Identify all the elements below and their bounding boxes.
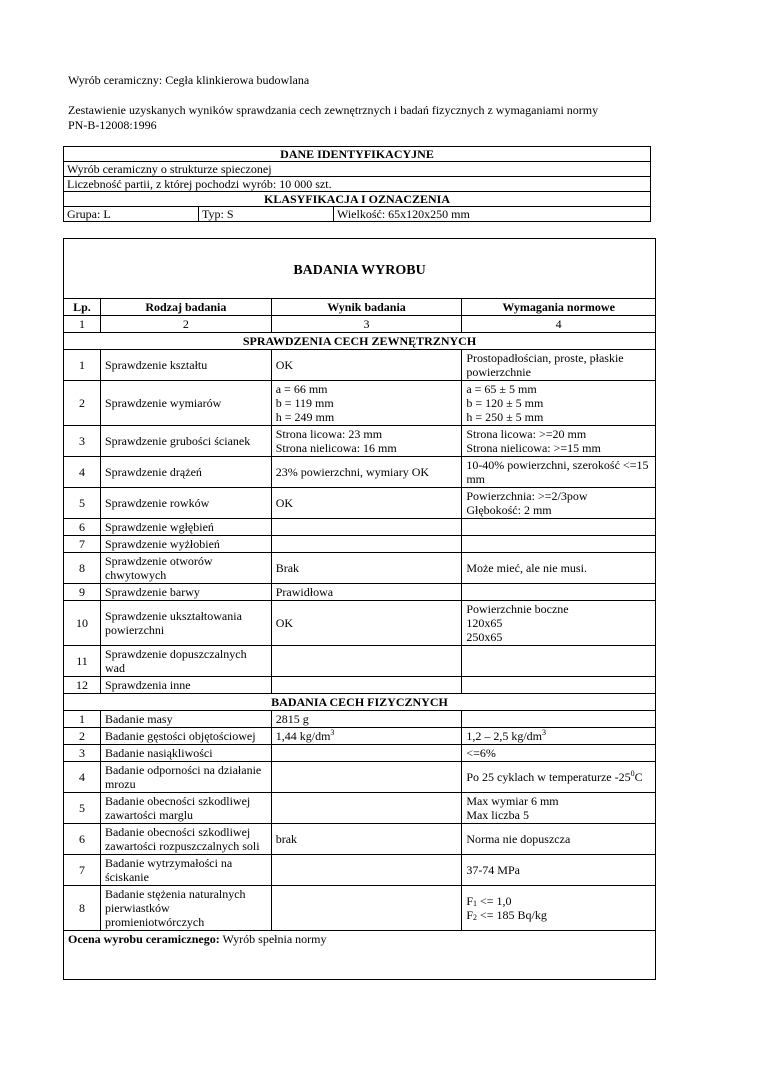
row-result: Strona licowa: 23 mm Strona nielicowa: 16 mm [271,426,462,457]
row-result: OK [271,601,462,646]
row-lp: 8 [64,886,101,931]
table-row [64,886,656,931]
row-requirement: 10-40% powierzchni, szerokość <=15 mm [462,457,656,488]
row-result: OK [271,488,462,519]
row-test-name: Sprawdzenie ukształtowania powierzchni [100,601,271,646]
row-result: 1,44 $kg/dm^3$ [271,728,462,745]
row-lp: 6 [64,519,101,536]
row-lp: 5 [64,793,101,824]
row-result [271,519,462,536]
row-test-name: Sprawdzenie rowków [100,488,271,519]
table-row [64,762,656,793]
col-number: 1 [64,316,101,333]
col-number: 2 [100,316,271,333]
section-physical: BADANIA CECH FIZYCZNYCH [64,694,656,711]
row-result [271,762,462,793]
row-requirement [462,646,656,677]
row-result: 23% powierzchni, wymiary OK [271,457,462,488]
row-test-name: Sprawdzenie otworów chwytowych [100,553,271,584]
row-test-name: Sprawdzenie drążeń [100,457,271,488]
row-lp: 5 [64,488,101,519]
assessment-cell [64,931,656,980]
assessment-value: Wyrób spełnia normy [222,932,327,946]
row-result [271,646,462,677]
row-test-name: Badanie wytrzymałości na ściskanie [100,855,271,886]
ident-structure: Wyrób ceramiczny o strukturze spieczonej [64,162,651,177]
row-requirement: Powierzchnia: >=2/3pow Głębokość: 2 mm [462,488,656,519]
row-result [271,677,462,694]
table-row [64,488,656,519]
row-lp: 1 [64,350,101,381]
table-row [64,824,656,855]
tests-table [63,238,656,980]
row-requirement: Powierzchnie boczne 120x65 250x65 [462,601,656,646]
row-lp: 11 [64,646,101,677]
row-requirement: Max wymiar 6 mm Max liczba 5 [462,793,656,824]
row-result [271,793,462,824]
row-lp: 7 [64,536,101,553]
identification-table [63,146,651,222]
table-row [64,677,656,694]
col-lp: Lp. [64,299,101,316]
row-requirement: 37-74 MPa [462,855,656,886]
ident-group: Grupa: L [64,207,199,222]
summary-line-1: Zestawienie uzyskanych wyników sprawdzania cech zewnętrznych i badań fizycznych z wymaganiami normy [68,103,599,117]
table-row [64,793,656,824]
row-requirement: Po 25 cyklach w temperaturze $-25^0C$ [462,762,656,793]
tests-title: BADANIA WYROBU [64,239,656,299]
row-lp: 6 [64,824,101,855]
row-lp: 2 [64,381,101,426]
table-row [64,601,656,646]
row-result: a = 66 mm b = 119 mm h = 249 mm [271,381,462,426]
section-external: SPRAWDZENIA CECH ZEWNĘTRZNYCH [64,333,656,350]
row-test-name: Sprawdzenie grubości ścianek [100,426,271,457]
table-row [64,350,656,381]
row-result [271,536,462,553]
table-row [64,745,656,762]
row-lp: 7 [64,855,101,886]
summary-line-2: PN-B-12008:1996 [68,118,157,132]
table-row [64,426,656,457]
row-lp: 2 [64,728,101,745]
col-test-type: Rodzaj badania [100,299,271,316]
ident-batch: Liczebność partii, z której pochodzi wyrób: 10 000 szt. [64,177,651,192]
row-requirement [462,677,656,694]
ident-type: Typ: S [199,207,334,222]
row-requirement [462,711,656,728]
ident-size: Wielkość: 65x120x250 mm [334,207,651,222]
row-requirement [462,536,656,553]
row-test-name: Sprawdzenie wyżłobień [100,536,271,553]
row-result: brak [271,824,462,855]
row-result [271,886,462,931]
row-result: Brak [271,553,462,584]
row-requirement [462,584,656,601]
table-row [64,381,656,426]
row-test-name: Sprawdzenie kształtu [100,350,271,381]
row-result: OK [271,350,462,381]
row-lp: 9 [64,584,101,601]
classification-title: KLASYFIKACJA I OZNACZENIA [64,192,651,207]
row-lp: 1 [64,711,101,728]
row-test-name: Badanie masy [100,711,271,728]
product-line: Wyrób ceramiczny: Cegła klinkierowa budowlana [68,73,310,87]
row-requirement: Może mieć, ale nie musi. [462,553,656,584]
table-row [64,536,656,553]
row-requirement: Strona licowa: >=20 mm Strona nielicowa: >=15 mm [462,426,656,457]
col-number: 3 [271,316,462,333]
row-test-name: Badanie gęstości objętościowej [100,728,271,745]
row-result [271,745,462,762]
row-test-name: Badanie obecności szkodliwej zawartości rozpuszczalnych soli [100,824,271,855]
row-requirement: Prostopadłościan, proste, płaskie powierzchnie [462,350,656,381]
row-lp: 10 [64,601,101,646]
col-number: 4 [462,316,656,333]
row-result: Prawidłowa [271,584,462,601]
row-requirement: a = 65 ± 5 mm b = 120 ± 5 mm h = 250 ± 5 mm [462,381,656,426]
ident-title: DANE IDENTYFIKACYJNE [64,147,651,162]
table-row [64,855,656,886]
row-test-name: Sprawdzenie wgłębień [100,519,271,536]
row-lp: 3 [64,426,101,457]
row-test-name: Sprawdzenia inne [100,677,271,694]
table-row [64,584,656,601]
table-row [64,728,656,745]
row-test-name: Sprawdzenie wymiarów [100,381,271,426]
row-lp: 12 [64,677,101,694]
row-test-name: Badanie odporności na działanie mrozu [100,762,271,793]
table-row [64,711,656,728]
row-lp: 3 [64,745,101,762]
row-requirement: F1 <= 1,0 F2 <= 185 Bq/kg [462,886,656,931]
row-requirement: <=6% [462,745,656,762]
row-test-name: Sprawdzenie dopuszczalnych wad [100,646,271,677]
row-result: 2815 g [271,711,462,728]
row-test-name: Sprawdzenie barwy [100,584,271,601]
row-requirement [462,519,656,536]
row-lp: 8 [64,553,101,584]
table-row [64,519,656,536]
col-result: Wynik badania [271,299,462,316]
row-test-name: Badanie obecności szkodliwej zawartości marglu [100,793,271,824]
row-lp: 4 [64,457,101,488]
row-test-name: Badanie stężenia naturalnych pierwiastków promieniotwórczych [100,886,271,931]
table-row [64,457,656,488]
row-requirement: Norma nie dopuszcza [462,824,656,855]
row-result [271,855,462,886]
table-row [64,646,656,677]
row-requirement: 1,2 – 2,5 $kg/dm^3$ [462,728,656,745]
assessment-label: Ocena wyrobu ceramicznego: [68,932,220,946]
table-row [64,553,656,584]
col-requirements: Wymagania normowe [462,299,656,316]
row-test-name: Badanie nasiąkliwości [100,745,271,762]
row-lp: 4 [64,762,101,793]
